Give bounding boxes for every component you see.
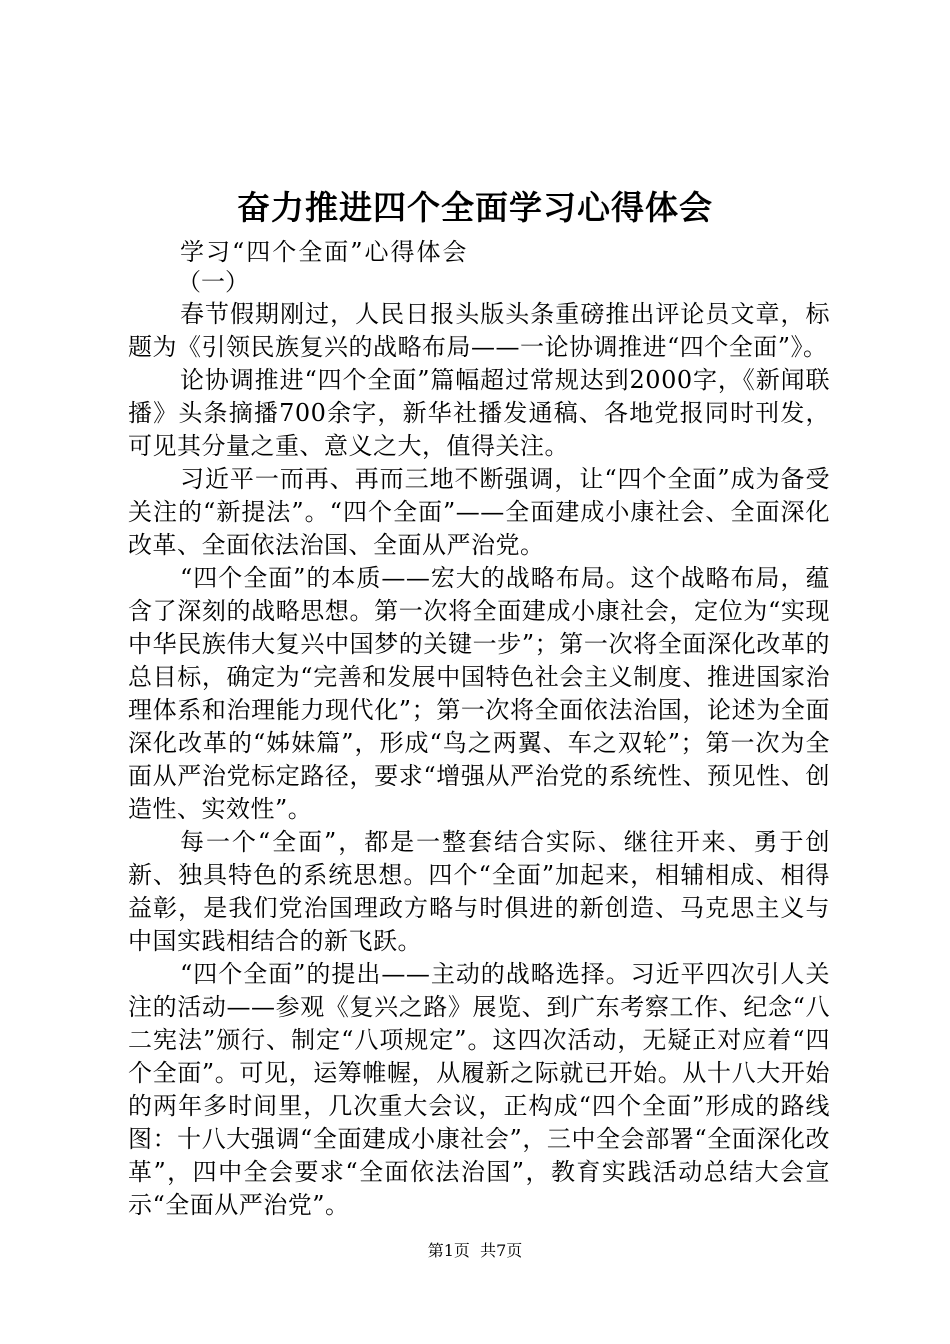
section-number: （一） <box>177 268 249 296</box>
paragraph: “四个全面”的本质——宏大的战略布局。这个战略布局，蕴含了深刻的战略思想。第一次将全面建成小康社会，定位为“实现中华民族伟大复兴中国梦的关键一步”；第一次将全面深化改革的总目标，确定为“完善和发展中国特色社会主义制度、推进国家治理体系和治理能力现代化”；第一次将全面依法治国，论述为全面深化改革的“姊妹篇”，形成“鸟之两翼、车之双轮”；第一次为全面从严治党标定路径，要求“增强从严治党的系统性、预见性、创造性、实效性”。 <box>128 564 830 823</box>
paragraph: 春节假期刚过，人民日报头版头条重磅推出评论员文章，标题为《引领民族复兴的战略布局——一论协调推进“四个全面”》。 <box>128 300 830 361</box>
paragraph: 习近平一而再、再而三地不断强调，让“四个全面”成为备受关注的“新提法”。“四个全面”——全面建成小康社会、全面深化改革、全面依法治国、全面从严治党。 <box>128 465 830 559</box>
paragraph: 每一个“全面”，都是一整套结合实际、继往开来、勇于创新、独具特色的系统思想。四个“全面”加起来，相辅相成、相得益彰，是我们党治国理政方略与时俱进的新创造、马克思主义与中国实践相结合的新飞跃。 <box>128 828 830 955</box>
paragraph: 论协调推进“四个全面”篇幅超过常规达到2000字，《新闻联播》头条摘播700余字，新华社播发通稿、各地党报同时刊发，可见其分量之重、意义之大，值得关注。 <box>128 366 830 460</box>
document-title: 奋力推进四个全面学习心得体会 <box>237 188 713 227</box>
paragraph: “四个全面”的提出——主动的战略选择。习近平四次引人关注的活动——参观《复兴之路》展览、到广东考察工作、纪念“八二宪法”颁行、制定“八项规定”。这四次活动，无疑正对应着“四个全面”。可见，运筹帷幄，从履新之际就已开始。从十八大开始的两年多时间里，几次重大会议，正构成“四个全面”形成的路线图：十八大强调“全面建成小康社会”，三中全会部署“全面深化改革”，四中全会要求“全面依法治国”，教育实践活动总结大会宣示“全面从严治党”。 <box>128 960 830 1219</box>
page-footer: 第1页 共7页 <box>427 1241 523 1260</box>
document-body <box>128 298 830 1222</box>
document-subtitle: 学习“四个全面”心得体会 <box>180 238 469 266</box>
